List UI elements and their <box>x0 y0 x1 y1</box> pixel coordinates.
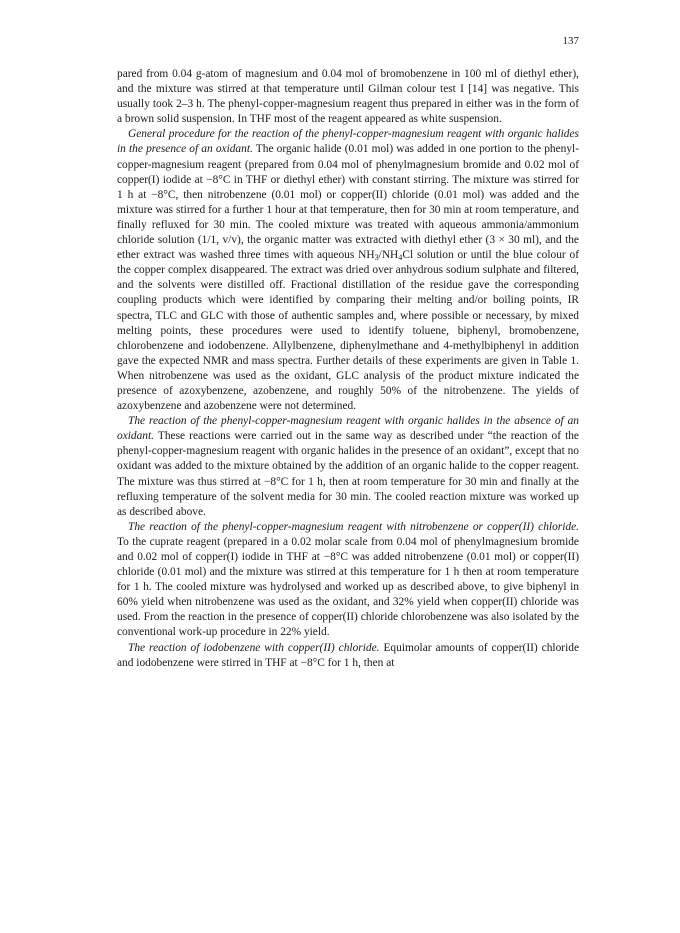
subscript: 4 <box>398 253 403 263</box>
paragraph-text-part: /NH <box>378 249 399 262</box>
paragraph-text: pared from 0.04 g-atom of magnesium and 0.04 mol of bromobenzene in 100 ml of diethyl ether), and the mixture was stirred at that temperature until Gilman colour test I [14] was negative. This usually took 2–3 h. The phenyl-copper-magnesium reagent thus prepared in either was in the form of a brown solid suspension. In THF most of the reagent appeared as white suspension. <box>117 68 579 126</box>
body-text <box>117 67 579 671</box>
paragraph-general-procedure-with-oxidant <box>117 127 579 414</box>
paragraph-text: To the cuprate reagent (prepared in a 0.02 molar scale from 0.04 mol of phenylmagnesium bromide and 0.02 mol of copper(I) iodide in THF at −8°C was added nitrobenzene (0.01 mol) or copper(II) chloride (0.01 mol) and the mixture was stirred at this temperature for 1 h then at room temperature for 1 h. The cooled mixture was hydrolysed and worked up as described above, to give biphenyl in 60% yield when nitrobenzene was used as the oxidant, and 32% yield when copper(II) chloride was used. From the reaction in the presence of copper(II) chloride chlorobenzene was also isolated by the conventional work-up procedure in 22% yield. <box>117 535 579 639</box>
paragraph-text <box>117 143 579 412</box>
paragraph-text: Equimolar amounts of copper(II) chloride and iodobenzene were stirred in THF at −8°C for 1 h, then at <box>117 641 580 669</box>
page-number: 137 <box>562 35 579 47</box>
paragraph-text-part: The organic halide (0.01 mol) was added in one portion to the phenyl-copper-magnesium reagent (prepared from 0.04 mol of phenylmagnesium bromide and 0.02 mol of copper(I) iodide at −8°C in THF or diethyl ether) with constant stirring. The mixture was stirred for 1 h at −8°C, then nitrobenzene (0.01 mol) or copper(II) chloride (0.01 mol) was added and the mixture was stirred for a further 1 hour at that temperature, then for 30 min at room temperature, and finally refluxed for 30 min. The cooled mixture was treated with aqueous ammonia/ammonium chloride solution (1/1, v/v), the organic matter was extracted with diethyl ether (3 × 30 ml), and the ether extract was washed three times with aqueous NH <box>117 143 579 262</box>
paragraph-nitrobenzene-or-copper-chloride <box>117 520 579 641</box>
paragraph-heading: The reaction of the phenyl-copper-magnesium reagent with nitrobenzene or copper(II) chloride. <box>128 520 579 533</box>
paragraph-heading: The reaction of iodobenzene with copper(II) chloride. <box>128 641 380 654</box>
paragraph-heading: General procedure for the reaction of the phenyl-copper-magnesium reagent with organic halides in the presence of an oxidant. <box>117 128 579 156</box>
subscript: 3 <box>374 253 379 263</box>
paragraph-continuation <box>117 67 579 127</box>
paragraph-text: These reactions were carried out in the same way as described under “the reaction of the phenyl-copper-magnesium reagent with organic halides in the presence of an oxidant”, except that no oxidant was added to the mixture obtained by the addition of an organic halide to the copper reagent. The mixture was thus stirred at −8°C for 1 h, then at room temperature for 30 min and finally at the refluxing temperature of the solvent media for 30 min. The cooled reaction mixture was worked up as described above. <box>117 430 579 518</box>
paragraph-absence-of-oxidant <box>117 414 579 520</box>
paragraph-iodobenzene-copper-chloride <box>117 641 579 671</box>
paragraph-heading: The reaction of the phenyl-copper-magnesium reagent with organic halides in the absence of an oxidant. <box>117 415 579 443</box>
paragraph-text-part: Cl solution or until the blue colour of the copper complex disappeared. The extract was dried over anhydrous sodium sulphate and filtered, and the solvents were distilled off. Fractional distillation of the residue gave the corresponding coupling products which were identified by comparing their melting and/or boiling points, IR spectra, TLC and GLC with those of authentic samples and, where possible or necessary, by mixed melting points, these procedures were used to identify toluene, biphenyl, bromobenzene, chlorobenzene and iodobenzene. Allylbenzene, diphenylmethane and 4-methylbiphenyl in addition gave the expected NMR and mass spectra. Further details of these experiments are given in Table 1. When nitrobenzene was used as the oxidant, GLC analysis of the product mixture indicated the presence of azoxybenzene, azobenzene, and roughly 50% of the nitrobenzene. The yields of azoxybenzene and azobenzene were not determined. <box>117 249 579 413</box>
